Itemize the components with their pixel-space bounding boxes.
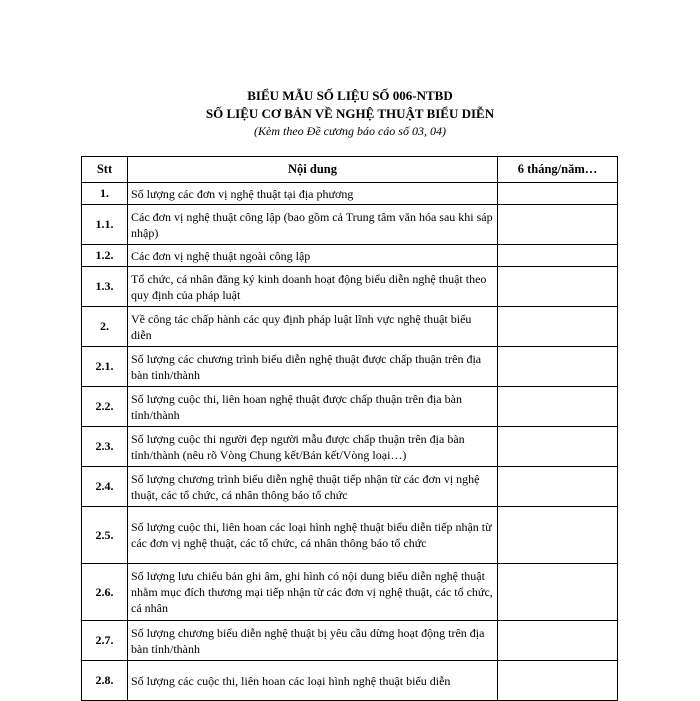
table-row — [82, 347, 618, 387]
row-number: 2.6. — [82, 564, 128, 621]
row-content: Các đơn vị nghệ thuật ngoài công lập — [128, 245, 498, 267]
data-table — [81, 156, 618, 701]
row-value-cell[interactable] — [498, 621, 618, 661]
row-value-cell[interactable] — [498, 564, 618, 621]
column-header-period: 6 tháng/năm… — [498, 157, 618, 183]
row-content: Số lượng chương biểu diễn nghệ thuật bị yêu cầu dừng hoạt động trên địa bàn tỉnh/thành — [128, 621, 498, 661]
column-header-stt: Stt — [82, 157, 128, 183]
table-row — [82, 205, 618, 245]
row-value-cell[interactable] — [498, 307, 618, 347]
row-number: 1.2. — [82, 245, 128, 267]
row-value-cell[interactable] — [498, 205, 618, 245]
document-header — [0, 87, 700, 139]
row-value-cell[interactable] — [498, 347, 618, 387]
row-number: 2.7. — [82, 621, 128, 661]
row-content: Số lượng chương trình biểu diễn nghệ thuật tiếp nhận từ các đơn vị nghệ thuật, các tổ chức, cá nhân thông báo tổ chức — [128, 467, 498, 507]
table-row — [82, 661, 618, 701]
row-value-cell[interactable] — [498, 427, 618, 467]
form-title: BIỂU MẪU SỐ LIỆU SỐ 006-NTBD — [247, 88, 453, 103]
row-number: 2.1. — [82, 347, 128, 387]
table-row — [82, 564, 618, 621]
row-number: 2.4. — [82, 467, 128, 507]
row-number: 2. — [82, 307, 128, 347]
table-row — [82, 387, 618, 427]
row-content: Số lượng lưu chiểu bản ghi âm, ghi hình có nội dung biểu diễn nghệ thuật nhằm mục đích thương mại tiếp nhận từ các đơn vị nghệ thuật, các tổ chức, cá nhân — [128, 564, 498, 621]
table-row — [82, 183, 618, 205]
row-value-cell[interactable] — [498, 267, 618, 307]
row-content: Số lượng cuộc thi người đẹp người mẫu được chấp thuận trên địa bàn tỉnh/thành (nêu rõ Vòng Chung kết/Bán kết/Vòng loại…) — [128, 427, 498, 467]
row-number: 2.5. — [82, 507, 128, 564]
row-value-cell[interactable] — [498, 507, 618, 564]
row-content: Số lượng cuộc thi, liên hoan nghệ thuật được chấp thuận trên địa bàn tỉnh/thành — [128, 387, 498, 427]
table-row — [82, 507, 618, 564]
row-number: 2.3. — [82, 427, 128, 467]
row-number: 2.2. — [82, 387, 128, 427]
row-content: Tổ chức, cá nhân đăng ký kinh doanh hoạt động biểu diễn nghệ thuật theo quy định của pháp luật — [128, 267, 498, 307]
row-value-cell[interactable] — [498, 467, 618, 507]
column-header-content: Nội dung — [128, 157, 498, 183]
row-content: Số lượng các đơn vị nghệ thuật tại địa phương — [128, 183, 498, 205]
row-number: 1.1. — [82, 205, 128, 245]
table-row — [82, 307, 618, 347]
row-value-cell[interactable] — [498, 183, 618, 205]
table-header-row — [82, 157, 618, 183]
row-content: Số lượng các chương trình biểu diễn nghệ thuật được chấp thuận trên địa bàn tỉnh/thành — [128, 347, 498, 387]
row-number: 2.8. — [82, 661, 128, 701]
table-row — [82, 427, 618, 467]
row-number: 1. — [82, 183, 128, 205]
row-content: Về công tác chấp hành các quy định pháp luật lĩnh vực nghệ thuật biểu diễn — [128, 307, 498, 347]
row-value-cell[interactable] — [498, 245, 618, 267]
row-content: Các đơn vị nghệ thuật công lập (bao gồm cả Trung tâm văn hóa sau khi sáp nhập) — [128, 205, 498, 245]
row-content: Số lượng các cuộc thi, liên hoan các loại hình nghệ thuật biểu diễn — [128, 661, 498, 701]
table-body — [82, 183, 618, 701]
row-value-cell[interactable] — [498, 661, 618, 701]
form-subtitle: SỐ LIỆU CƠ BẢN VỀ NGHỆ THUẬT BIỂU DIỄN — [205, 106, 495, 121]
table-row — [82, 621, 618, 661]
table-row — [82, 245, 618, 267]
row-number: 1.3. — [82, 267, 128, 307]
row-content: Số lượng cuộc thi, liên hoan các loại hình nghệ thuật biểu diễn tiếp nhận từ các đơn vị nghệ thuật, các tổ chức, cá nhân thông báo tổ chức — [128, 507, 498, 564]
form-note: (Kèm theo Đề cương báo cáo số 03, 04) — [254, 124, 446, 138]
table-row — [82, 467, 618, 507]
table-row — [82, 267, 618, 307]
row-value-cell[interactable] — [498, 387, 618, 427]
